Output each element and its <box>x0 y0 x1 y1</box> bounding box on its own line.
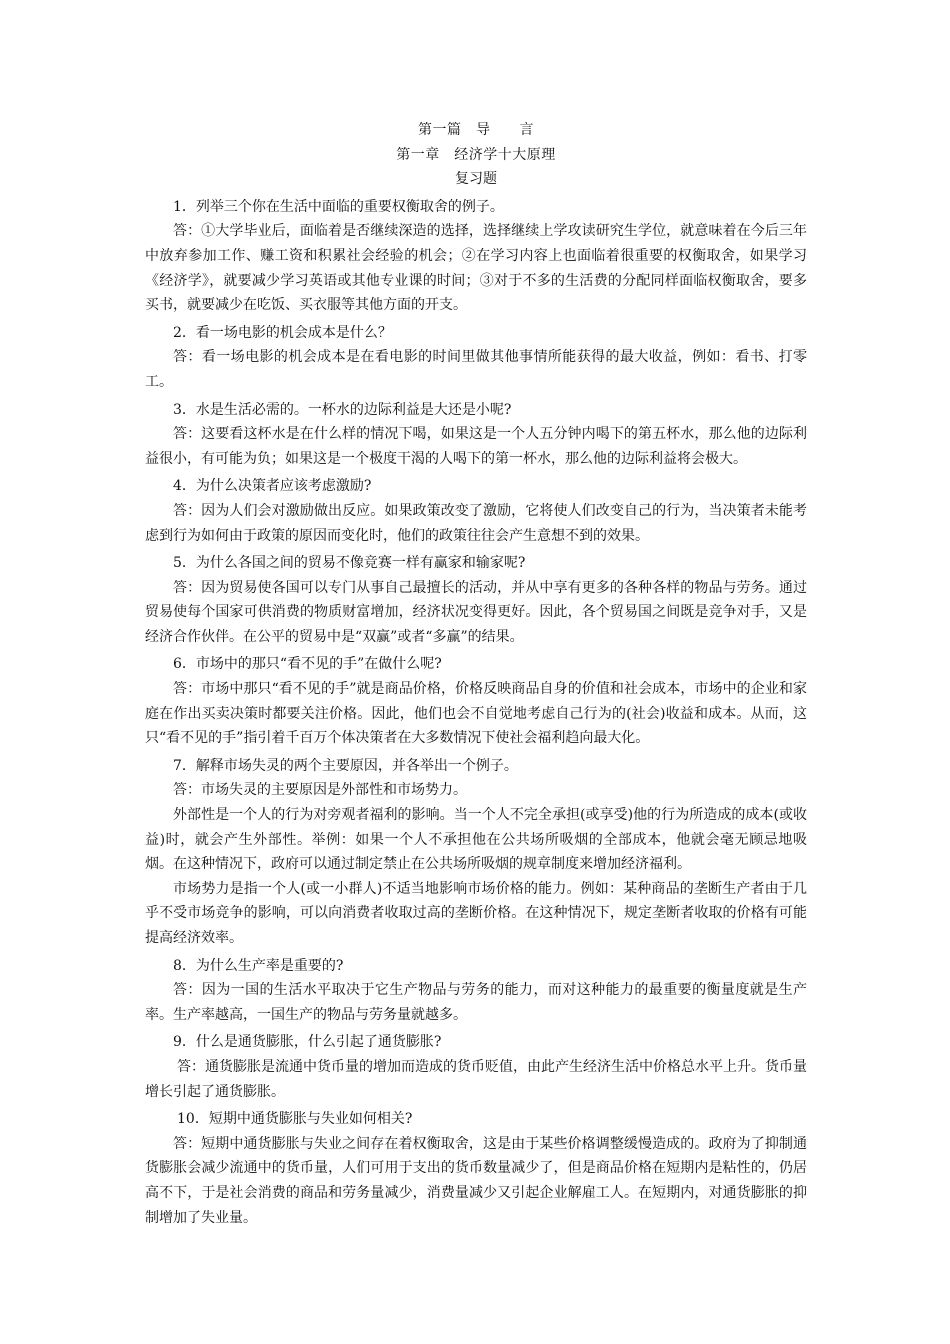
question-6: 6．市场中的那只“看不见的手”在做什么呢? <box>173 656 442 673</box>
answer-9: 答：通货膨胀是流通中货币量的增加而造成的货币贬值，由此产生经济生活中价格总水平上升。货币量增长引起了通货膨胀。 <box>145 1058 807 1100</box>
part-title: 第一篇 导 言 <box>418 122 534 138</box>
section-title: 复习题 <box>455 171 497 188</box>
answer-6: 答：市场中那只“看不见的手”就是商品价格，价格反映商品自身的价值和社会成本，市场中的企业和家庭在作出买卖决策时都要关注价格。因此，他们也会不自觉地考虑自己行为的(社会)收益和成本。从而，这只“看不见的手”指引着千百万个体决策者在大多数情况下使社会福利趋向最大化。 <box>145 681 807 747</box>
question-3: 3．水是生活必需的。一杯水的边际利益是大还是小呢? <box>173 401 512 418</box>
answer-7-market-power: 市场势力是指一个人(或一小群人)不适当地影响市场价格的能力。例如：某种商品的垄断生产者由于几乎不受市场竞争的影响，可以向消费者收取过高的垄断价格。在这种情况下，规定垄断者收取的价格有可能提高经济效率。 <box>145 880 807 946</box>
answer-2: 答：看一场电影的机会成本是在看电影的时间里做其他事情所能获得的最大收益，例如：看书、打零工。 <box>145 349 807 390</box>
answer-10: 答：短期中通货膨胀与失业之间存在着权衡取舍，这是由于某些价格调整缓慢造成的。政府为了抑制通货膨胀会减少流通中的货币量，人们可用于支出的货币数量减少了，但是商品价格在短期内是粘性的，仍居高不下，于是社会消费的商品和劳务量减少，消费量减少又引起企业解雇工人。在短期内，对通货膨胀的抑制增加了失业量。 <box>145 1135 807 1226</box>
answer-7: 答：市场失灵的主要原因是外部性和市场势力。 <box>173 782 467 799</box>
question-9: 9．什么是通货膨胀，什么引起了通货膨胀? <box>173 1034 442 1051</box>
answer-4: 答：因为人们会对激励做出反应。如果政策改变了激励，它将使人们改变自己的行为，当决策者未能考虑到行为如何由于政策的原因而变化时，他们的政策往往会产生意想不到的效果。 <box>145 502 807 544</box>
question-4: 4．为什么决策者应该考虑激励? <box>173 478 372 495</box>
chapter-title: 第一章 经济学十大原理 <box>396 146 556 163</box>
answer-7-externality: 外部性是一个人的行为对旁观者福利的影响。当一个人不完全承担(或享受)他的行为所造成的成本(或收益)时，就会产生外部性。举例：如果一个人不承担他在公共场所吸烟的全部成本，他就会毫无顾忌地吸烟。在这种情况下，政府可以通过制定禁止在公共场所吸烟的规章制度来增加经济福利。 <box>145 807 807 873</box>
answer-5: 答：因为贸易使各国可以专门从事自己最擅长的活动，并从中享有更多的各种各样的物品与劳务。通过贸易使每个国家可供消费的物质财富增加，经济状况变得更好。因此，各个贸易国之间既是竞争对手，又是经济合作伙伴。在公平的贸易中是“双赢”或者“多赢”的结果。 <box>145 579 807 645</box>
document-page <box>145 118 807 1230</box>
question-5: 5．为什么各国之间的贸易不像竞赛一样有赢家和输家呢? <box>173 555 526 572</box>
answer-8: 答：因为一国的生活水平取决于它生产物品与劳务的能力，而对这种能力的最重要的衡量度就是生产率。生产率越高，一国生产的物品与劳务量就越多。 <box>145 982 807 1023</box>
answer-3: 答：这要看这杯水是在什么样的情况下喝，如果这是一个人五分钟内喝下的第五杯水，那么他的边际利益很小，有可能为负；如果这是一个极度干渴的人喝下的第一杯水，那么他的边际利益将会极大。 <box>145 426 807 467</box>
question-7: 7．解释市场失灵的两个主要原因，并各举出一个例子。 <box>173 757 518 774</box>
question-2: 2．看一场电影的机会成本是什么？ <box>173 324 392 341</box>
question-8: 8．为什么生产率是重要的? <box>173 957 344 974</box>
question-10: 10．短期中通货膨胀与失业如何相关? <box>177 1111 413 1128</box>
answer-1: 答：①大学毕业后，面临着是否继续深造的选择，选择继续上学攻读研究生学位，就意味着在今后三年中放弃参加工作、赚工资和积累社会经验的机会；②在学习内容上也面临着很重要的权衡取舍，如果学习《经济学》，就要减少学习英语或其他专业课的时间；③对于不多的生活费的分配同样面临权衡取舍，要多买书，就要减少在吃饭、买衣服等其他方面的开支。 <box>145 223 807 314</box>
question-1: 1．列举三个你在生活中面临的重要权衡取舍的例子。 <box>173 198 504 215</box>
